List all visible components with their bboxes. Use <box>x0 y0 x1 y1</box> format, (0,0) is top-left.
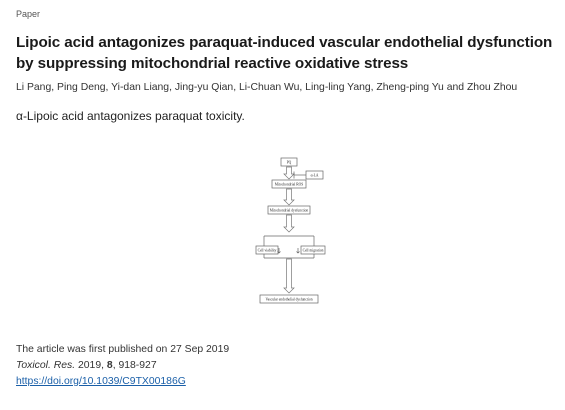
arrow-pq-to-ros <box>284 167 294 179</box>
arrow-to-vascular <box>284 259 294 293</box>
node-cell-viability-label: Cell viability <box>257 248 277 253</box>
node-ala-label: α-LA <box>310 173 319 178</box>
abstract-text: α-Lipoic acid antagonizes paraquat toxicity. <box>16 109 245 123</box>
node-cell-migration-label: Cell migration <box>302 248 324 253</box>
arrow-ros-to-mito <box>284 189 294 205</box>
decrease-arrow-migration <box>297 248 300 253</box>
published-date: The article was first published on 27 Sep 2019 <box>16 344 230 355</box>
article-title: Lipoic acid antagonizes paraquat-induced vascular endothelial dysfunction by suppressing mitochondrial reactive oxidative stress <box>16 34 553 72</box>
node-pq-label: PQ <box>286 160 292 165</box>
author-list: Li Pang, Ping Deng, Yi-dan Liang, Jing-yu Qian, Li-Chuan Wu, Ling-ling Yang, Zheng-ping Yu and Zhou Zhou <box>16 82 518 93</box>
node-mito-dysfunction-label: Mitochondrial dysfunction <box>269 208 309 213</box>
article-type-label: Paper <box>16 9 41 19</box>
citation-pages: , 918-927 <box>112 360 157 371</box>
publication-info <box>16 342 229 390</box>
arrow-mito-to-split <box>284 215 294 232</box>
node-ros-label: Mitochondrial ROS <box>274 182 304 187</box>
citation-volume: 8 <box>106 360 113 371</box>
doi-link[interactable]: https://doi.org/10.1039/C9TX00186G <box>16 376 186 387</box>
graphical-abstract <box>250 152 336 312</box>
citation-year: 2019, <box>78 360 105 371</box>
citation <box>16 358 229 374</box>
node-vascular-dysfunction-label: Vascular endothelial dysfunction <box>265 297 313 302</box>
journal-name: Toxicol. Res. <box>16 360 76 371</box>
graphical-abstract-diagram <box>250 152 336 312</box>
